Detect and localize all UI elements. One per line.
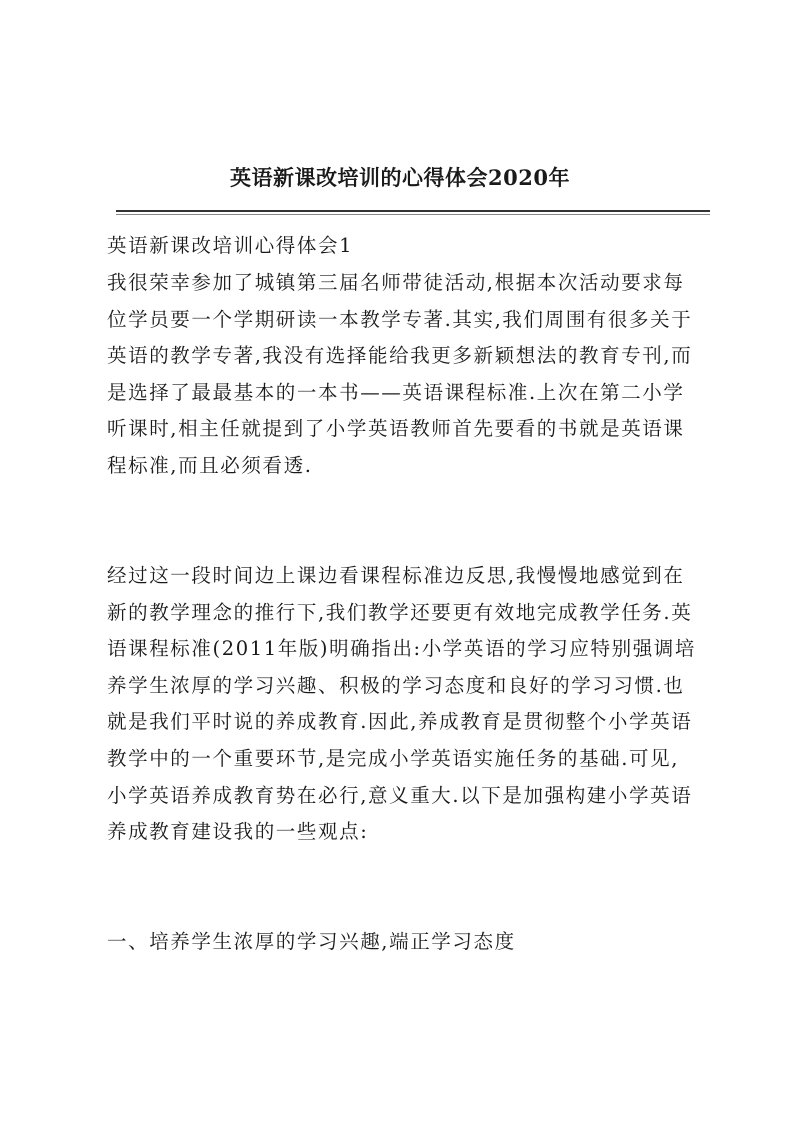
paragraph-1-line: 程标准,而且必须看透. xyxy=(107,453,313,477)
paragraph-1 xyxy=(107,265,707,485)
paragraph-1-line: 位学员要一个学期研读一本教学专著.其实,我们周围有很多关于 xyxy=(107,307,693,331)
title-divider-thin xyxy=(116,214,710,215)
paragraph-1-line: 是选择了最最基本的一本书——英语课程标准.上次在第二小学 xyxy=(107,380,685,404)
paragraph-2-line: 养学生浓厚的学习兴趣、积极的学习态度和良好的学习习惯.也 xyxy=(107,673,685,697)
paragraph-1-line: 英语的教学专著,我没有选择能给我更多新颖想法的教育专刊,而 xyxy=(107,344,693,368)
section-heading-text: 英语新课改培训心得体会1 xyxy=(107,234,354,257)
paragraph-2-line: 就是我们平时说的养成教育.因此,养成教育是贯彻整个小学英语 xyxy=(107,710,693,734)
paragraph-2-line: 新的教学理念的推行下,我们教学还要更有效地完成教学任务.英 xyxy=(107,600,693,624)
document-title: 英语新课改培训的心得体会2020年 xyxy=(230,165,570,190)
paragraph-2-line: 小学英语养成教育势在必行,意义重大.以下是加强构建小学英语 xyxy=(107,783,693,807)
subheading xyxy=(107,924,707,961)
paragraph-2-line: 养成教育建设我的一些观点: xyxy=(107,820,369,844)
paragraph-1-line: 听课时,相主任就提到了小学英语教师首先要看的书就是英语课 xyxy=(107,417,685,441)
paragraph-1-line: 我很荣幸参加了城镇第三届名师带徒活动,根据本次活动要求每 xyxy=(107,271,685,294)
paragraph-2-line: 教学中的一个重要环节,是完成小学英语实施任务的基础.可见, xyxy=(107,746,679,770)
section-heading xyxy=(107,228,707,265)
paragraph-2-line: 经过这一段时间边上课边看课程标准边反思,我慢慢地感觉到在 xyxy=(107,564,685,587)
title-divider xyxy=(116,210,710,212)
subheading-text: 一、培养学生浓厚的学习兴趣,端正学习态度 xyxy=(107,930,516,953)
paragraph-2 xyxy=(107,558,707,851)
paragraph-2-line: 语课程标准(2011年版)明确指出:小学英语的学习应特别强调培 xyxy=(107,637,697,661)
